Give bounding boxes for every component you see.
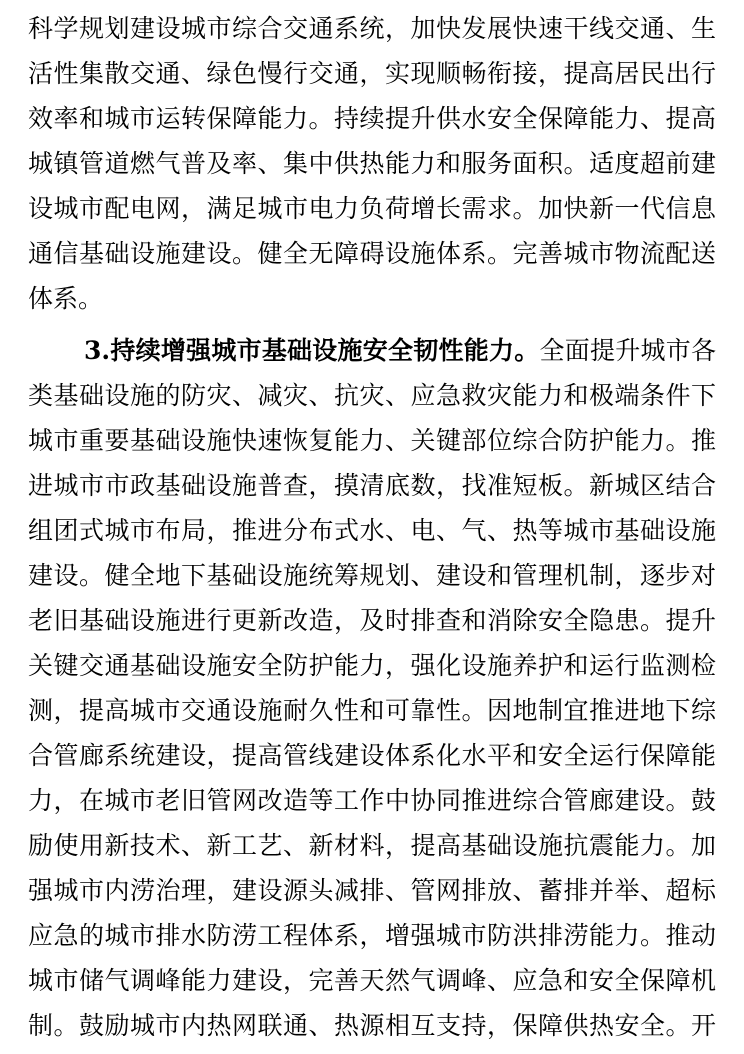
text-line: 体系。 <box>28 284 104 313</box>
text-line: 活性集散交通、绿色慢行交通，实现顺畅衔接，提高居民出行 <box>28 59 716 88</box>
text-line: 城市储气调峰能力建设，完善天然气调峰、应急和安全保障机 <box>28 966 716 995</box>
text-line: 进城市市政基础设施普查，摸清底数，找准短板。新城区结合 <box>28 471 716 500</box>
text-line: 建设。健全地下基础设施统筹规划、建设和管理机制，逐步对 <box>28 561 716 590</box>
text-line: 设城市配电网，满足城市电力负荷增长需求。加快新一代信息 <box>28 194 716 223</box>
text-line: 城市重要基础设施快速恢复能力、关键部位综合防护能力。推 <box>28 426 716 455</box>
text-line: 合管廊系统建设，提高管线建设体系化水平和安全运行保障能 <box>28 741 716 770</box>
text-line: 科学规划建设城市综合交通系统，加快发展快速干线交通、生 <box>28 14 716 43</box>
text-line: 测，提高城市交通设施耐久性和可靠性。因地制宜推进地下综 <box>28 696 716 725</box>
text-line: 效率和城市运转保障能力。持续提升供水安全保障能力、提高 <box>28 104 716 133</box>
text-line: 应急的城市排水防涝工程体系，增强城市防洪排涝能力。推动 <box>28 921 716 950</box>
text-line: 组团式城市布局，推进分布式水、电、气、热等城市基础设施 <box>28 516 716 545</box>
text-line: 励使用新技术、新工艺、新材料，提高基础设施抗震能力。加 <box>28 831 716 860</box>
text-line-first <box>28 328 716 373</box>
paragraph-infrastructure-resilience <box>28 328 716 1048</box>
section-heading: 3.持续增强城市基础设施安全韧性能力。 <box>84 336 540 365</box>
text-line: 强城市内涝治理，建设源头减排、管网排放、蓄排并举、超标 <box>28 876 716 905</box>
text-line: 制。鼓励城市内热网联通、热源相互支持，保障供热安全。开 <box>28 1011 716 1040</box>
text-line: 关键交通基础设施安全防护能力，强化设施养护和运行监测检 <box>28 651 716 680</box>
text-line: 通信基础设施建设。健全无障碍设施体系。完善城市物流配送 <box>28 239 716 268</box>
text-line: 力，在城市老旧管网改造等工作中协同推进综合管廊建设。鼓 <box>28 786 716 815</box>
heading-line-rest: 全面提升城市各 <box>539 336 716 365</box>
text-line: 老旧基础设施进行更新改造，及时排查和消除安全隐患。提升 <box>28 606 716 635</box>
paragraph-transport-utilities <box>28 6 716 321</box>
text-line: 类基础设施的防灾、减灾、抗灾、应急救灾能力和极端条件下 <box>28 381 716 410</box>
text-line: 城镇管道燃气普及率、集中供热能力和服务面积。适度超前建 <box>28 149 716 178</box>
